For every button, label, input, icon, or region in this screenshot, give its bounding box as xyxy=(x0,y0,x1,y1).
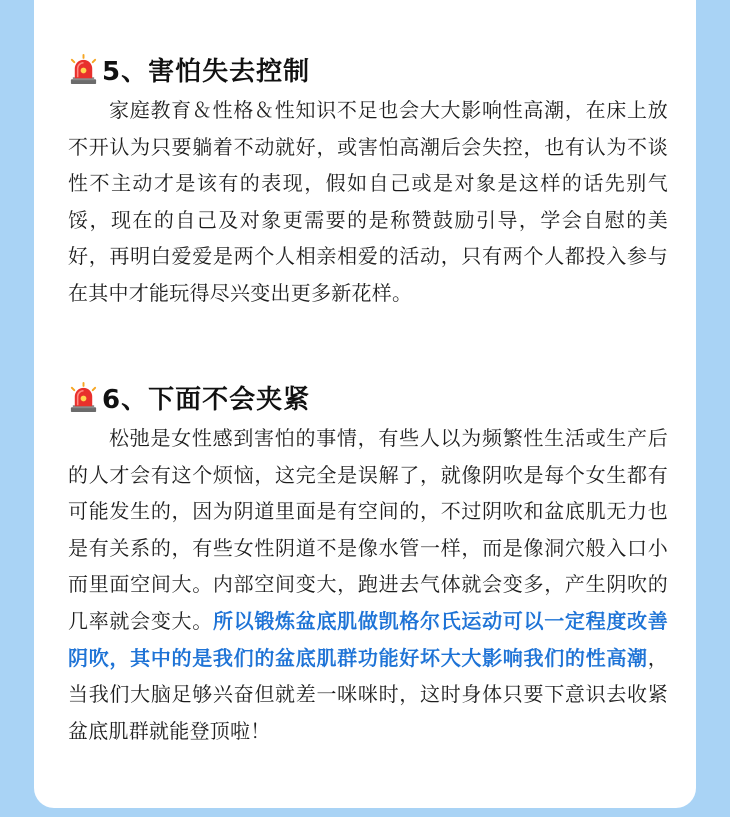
siren-icon xyxy=(68,54,99,85)
content-card xyxy=(34,0,696,808)
section-body: 家庭教育＆性格＆性知识不足也会大大影响性高潮，在床上放不开认为只要躺着不动就好，或害怕高潮后会失控，也有认为不谈性不主动才是该有的表现，假如自己或是对象是这样的话先别气馁，现在的自己及对象更需要的是称赞鼓励引导，学会自慰的美好，再明白爱爱是两个人相亲相爱的活动，只有两个人都投入参与在其中才能玩得尽兴变出更多新花样。 xyxy=(68,98,668,305)
body-text: 松弛是女性感到害怕的事情，有些人以为频繁性生活或生产后的人才会有这个烦恼，这完全是误解了，就像阴吹是每个女生都有可能发生的，因为阴道里面是有空间的，不过阴吹和盆底肌无力也是有关系的，有些女性阴道不是像水管一样，而是像洞穴般入口小而里面空间大。内部空间变大，跑进去气体就会变多，产生阴吹的几率就会变大。 xyxy=(68,426,668,633)
section-heading xyxy=(68,378,668,416)
section-heading xyxy=(68,50,668,88)
section-title: 6、下面不会夹紧 xyxy=(102,384,311,415)
section-title: 5、害怕失去控制 xyxy=(102,56,311,87)
highlighted-text: 所以锻炼盆底肌做凯格尔氏运动可以一定程度改善阴吹，其中的是我们的盆底肌群功能好坏大大影响我们的性高潮 xyxy=(68,608,668,670)
section-not-tight xyxy=(68,378,668,749)
siren-icon xyxy=(68,382,99,413)
section-losing-control xyxy=(68,50,668,312)
body-text-end: ，当我们大脑足够兴奋但就差一咪咪时，这时身体只要下意识去收紧盆底肌群就能登顶啦！ xyxy=(68,645,668,743)
section-body xyxy=(68,420,668,749)
